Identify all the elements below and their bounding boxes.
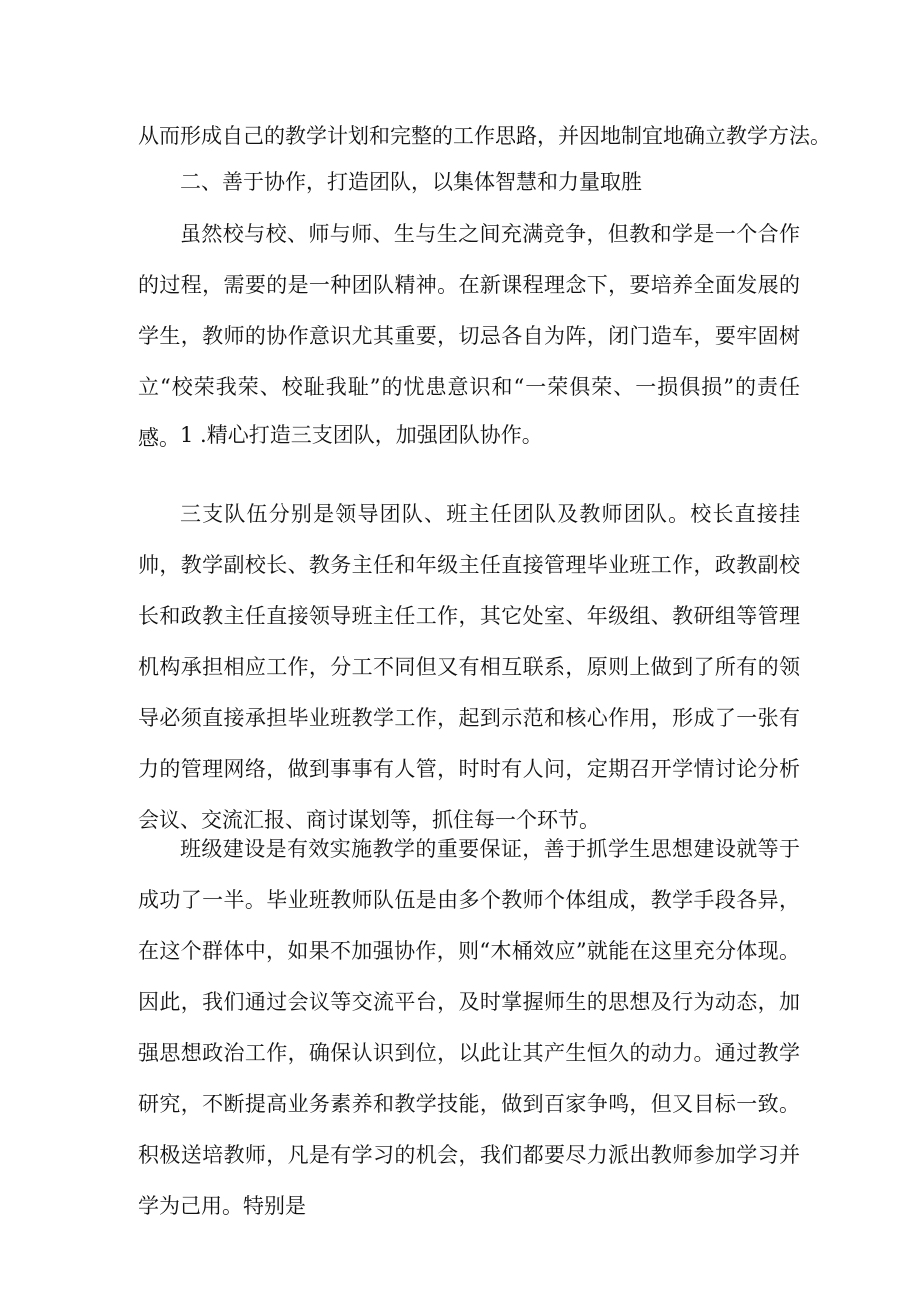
paragraph-class-building <box>138 824 800 1232</box>
paragraph-three-teams <box>138 489 800 846</box>
paragraph-three-teams-text: 三支队伍分别是领导团队、班主任团队及教师团队。校长直接挂帅，教学副校长、教务主任和年级主任直接管理毕业班工作，政教副校长和政教主任直接领导班主任工作，其它处室、年级组、教研组等管理机构承担相应工作，分工不同但又有相互联系，原则上做到了所有的领导必须直接承担毕业班教学工作，起到示范和核心作用，形成了一张有力的管理网络，做到事事有人管，时时有人问，定期召开学情讨论分析会议、交流汇报、商讨谋划等，抓住每一个环节。 <box>138 502 800 832</box>
paragraph-teamwork-intro-text: 虽然校与校、师与师、生与生之间充满竞争，但教和学是一个合作的过程，需要的是一种团队精神。在新课程理念下，要培养全面发展的学生，教师的协作意识尤其重要，切忌各自为阵，闭门造车，要牢固树立“校荣我荣、校耻我耻”的忧患意识和“一荣俱荣、一损俱损”的责任感。 <box>138 222 800 450</box>
subheading-three-teams <box>138 410 800 461</box>
continuation-paragraph <box>138 111 831 162</box>
section-heading <box>138 157 800 208</box>
paragraph-class-building-text: 班级建设是有效实施教学的重要保证，善于抓学生思想建设就等于成功了一半。毕业班教师队伍是由多个教师个体组成，教学手段各异，在这个群体中，如果不加强协作，则“木桶效应”就能在这里充分体现。因此，我们通过会议等交流平台，及时掌握师生的思想及行为动态，加强思想政治工作，确保认识到位，以此让其产生恒久的动力。通过教学研究，不断提高业务素养和教学技能，做到百家争鸣，但又目标一致。积极送培教师，凡是有学习的机会，我们都要尽力派出教师参加学习并学为己用。特别是 <box>138 837 800 1218</box>
section-heading-text: 二、善于协作，打造团队，以集体智慧和力量取胜 <box>180 170 642 194</box>
subheading-three-teams-text: 1 .精心打造三支团队，加强团队协作。 <box>180 423 543 447</box>
continuation-text: 从而形成自己的教学计划和完整的工作思路，并因地制宜地确立教学方法。 <box>138 124 831 148</box>
